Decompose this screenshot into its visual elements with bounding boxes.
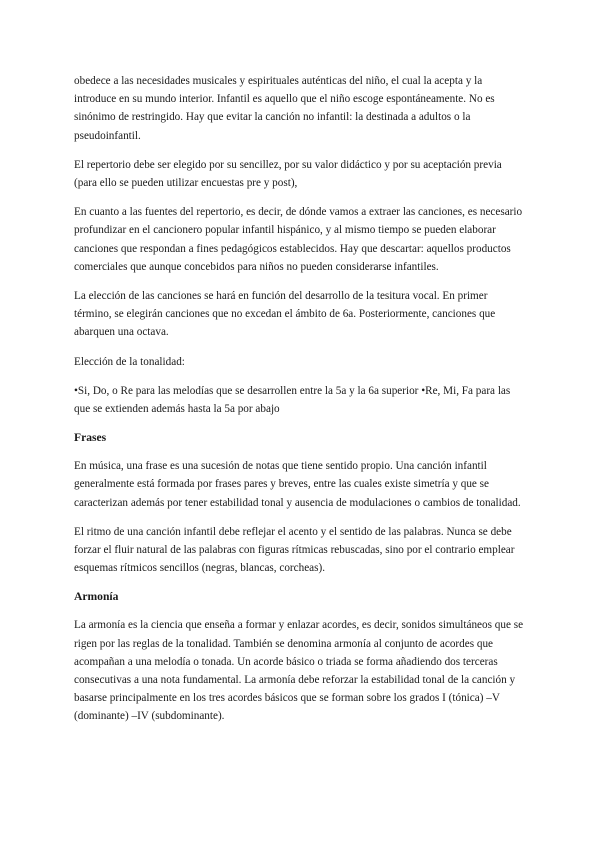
paragraph-repertorio: El repertorio debe ser elegido por su sencillez, por su valor didáctico y por su aceptación previa (para ello se pueden utilizar encuestas pre y post),: [74, 158, 502, 190]
paragraph-armonia-definition: La armonía es la ciencia que enseña a formar y enlazar acordes, es decir, sonidos simultáneos que se rigen por las reglas de la tonalidad. También se denomina armonía al conjunto de acordes que acompañan a una melodía o tonada. Un acorde básico o triada se forma añadiendo dos terceras consecutivas a una nota fundamental. La armonía debe reforzar la estabilidad tonal de la canción y basarse principalmente en los tres acordes básicos que se forman sobre los grados I (tónica) –V (dominante) –IV (subdominante).: [74, 619, 524, 723]
paragraph-ritmo: El ritmo de una canción infantil debe reflejar el acento y el sentido de las palabras. Nunca se debe forzar el fluir natural de las palabras con figuras rítmicas rebuscadas, sino por el contrario emplear esquemas rítmicos sencillos (negras, blancas, corcheas).: [74, 525, 515, 575]
paragraph-tonalidades: •Si, Do, o Re para las melodías que se desarrollen entre la 5a y la 6a superior •Re, Mi, Fa para las que se extienden además hasta la 5a por abajo: [74, 384, 511, 416]
paragraph-eleccion-tonalidad: Elección de la tonalidad:: [74, 355, 185, 368]
heading-frases: Frases: [74, 431, 107, 445]
heading-armonia: Armonía: [74, 590, 119, 604]
paragraph-eleccion-canciones: La elección de las canciones se hará en función del desarrollo de la tesitura vocal. En primer término, se elegirán canciones que no excedan el ámbito de 6a. Posteriormente, canciones que abarquen una octava.: [74, 290, 496, 339]
paragraph-infantil-definition: obedece a las necesidades musicales y espirituales auténticas del niño, el cual la acepta y la introduce en su mundo interior. Infantil es aquello que el niño escoge espontáneamente. No es sinónimo de restringido. Hay que evitar la canción no infantil: la destinada a adultos o la pseudoinfantil.: [74, 75, 495, 142]
paragraph-fuentes: En cuanto a las fuentes del repertorio, es decir, de dónde vamos a extraer las canciones, es necesario profundizar en el cancionero popular infantil hispánico, y al mismo tiempo se pueden elaborar canciones que respondan a fines pedagógicos establecidos. Hay que descartar: aquellos productos comerciales que aunque concebidos para niños no pueden considerarse infantiles.: [74, 206, 523, 273]
paragraph-frase-definition: En música, una frase es una sucesión de notas que tiene sentido propio. Una canción infantil generalmente está formada por frases pares y breves, entre las cuales existe simetría y que se caracterizan además por tener estabilidad tonal y ausencia de modulaciones o cambios de tonalidad.: [74, 460, 521, 509]
